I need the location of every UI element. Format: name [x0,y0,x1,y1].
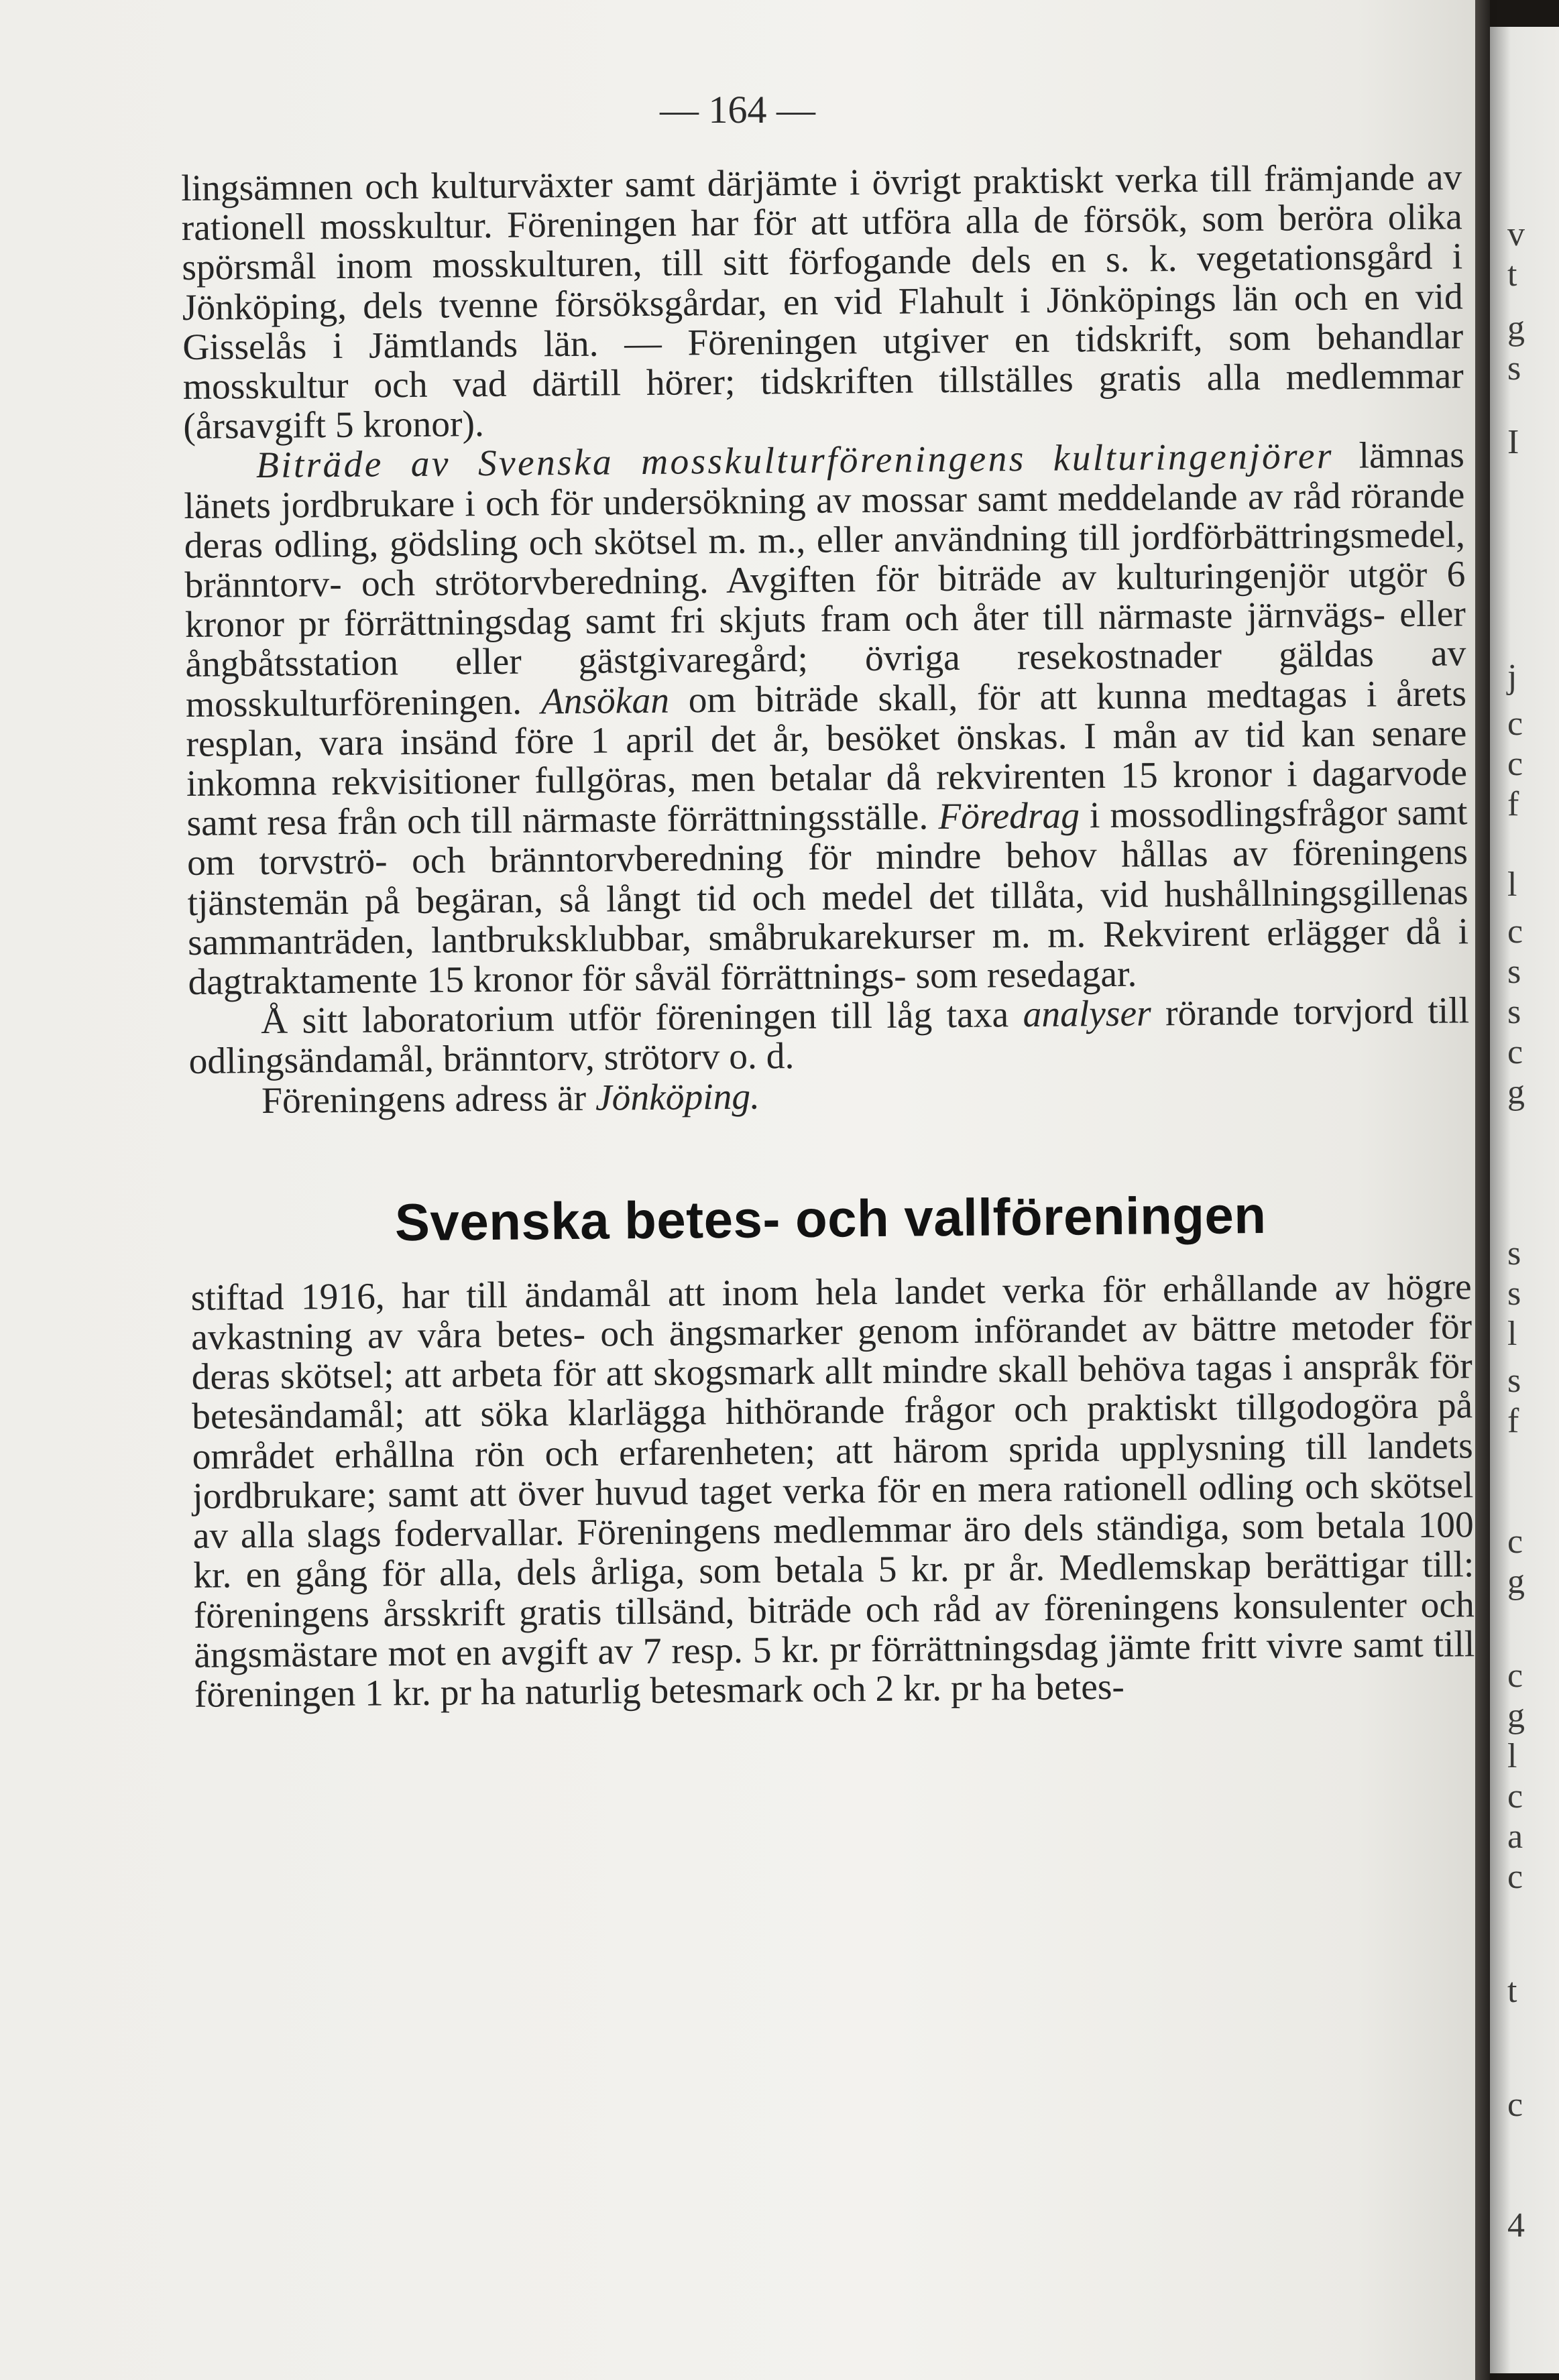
italic-bitrade: Biträde av Svenska mosskulturföreningens kulturingenjörer [255,436,1334,487]
facing-page-fragment: s [1507,1234,1521,1272]
facing-page-fragment: 4 [1507,2206,1525,2245]
paragraph-vallforeningen: stiftad 1916, har till ändamål att inom hela landet verka för erhållande av högre avkastning av våra betes- och ängsmarker genom införandet av bättre metoder för deras skötsel; att arbeta för att skogsmark allt mindre skall behöva tagas i anspråk för betesändamål; att söka klarlägga hithörande frågor och praktiskt tillgodogöra på området erhållna rön och erfarenheten; att härom sprida upplysning till landets jordbrukare; samt att över huvud taget verka för en mera rationell odling och skötsel av alla slags fodervallar. Föreningens medlemmar äro dels ständiga, som betala 100 kr. en gång för alla, dels årliga, som betala 5 kr. pr år. Medlemskap berättigar till: föreningens årsskrift gratis tillsänd, biträde och råd av föreningens konsulenter och ängsmästare mot en avgift av 7 resp. 5 kr. pr förrättningsdag jämte fritt vivre samt till föreningen 1 kr. pr ha naturlig betesmark och 2 kr. pr ha betes- [190,1266,1475,1716]
facing-page-fragment: s [1507,1362,1521,1400]
facing-page-fragment: I [1507,423,1519,461]
paragraph-laboratorium [188,992,1470,1082]
facing-page-fragment: c [1507,1657,1523,1695]
facing-page-fragment: f [1507,785,1519,823]
facing-page-fragment: c [1507,1523,1523,1561]
facing-page-fragment: l [1507,1737,1517,1775]
text-adress: Föreningens adress är [261,1077,596,1122]
text-bitrade-b: om biträde skall, för att kunna medtagas i årets resplan, vara insänd före 1 april det år, besöket önskas. I mån av tid kan senare inkomna rekvisitioner fullgöras, men betalar då rekvirenten 15 kronor i dagarvode samt resa från och till närmaste förrättningsställe. [186,672,1468,845]
italic-foredrag: Föredrag [938,795,1080,838]
facing-page-fragment: j [1507,658,1517,696]
paragraph-mosskultur-intro: lingsämnen och kulturväxter samt därjämte i övrigt praktiskt verka till främjande av rationell mosskultur. Föreningen har för att utföra alla de försök, som beröra olika spörsmål inom mosskulturen, till sitt förfogande dels en s. k. vegetationsgård i Jönköping, dels tvenne försöksgårdar, en vid Flahult i Jönköpings län och en vid Gisselås i Jämtlands län. — Föreningen utgiver en tidskrift, som behandlar mosskultur och vad därtill hörer; tidskriften tillställes gratis alla medlemmar (årsavgift 5 kronor). [180,157,1464,448]
facing-page-fragment: s [1507,1274,1521,1313]
facing-page-fragment: g [1507,1563,1525,1601]
text-laboratorium-b: rörande torvjord till odlingsändamål, bränntorv, strötorv o. d. [188,990,1470,1083]
facing-page-fragment: c [1507,705,1523,743]
italic-ansokan: Ansökan [540,680,670,722]
section-mosskultur [181,158,1475,1715]
text-laboratorium-a: Å sitt laboratorium utför föreningen till låg taxa [260,994,1023,1043]
facing-page-fragment: v [1507,215,1525,253]
facing-page-fragment: c [1507,2086,1523,2124]
facing-page-edge [1490,27,1559,2373]
page-number: — 164 — [660,88,815,131]
facing-page-fragment: c [1507,1777,1523,1816]
facing-page-fragment: a [1507,1818,1523,1856]
facing-page-fragment: s [1507,953,1521,991]
italic-analyser: analyser [1023,993,1151,1036]
facing-page-fragment: c [1507,1858,1523,1896]
section-heading: Svenska betes- och vallföreningen [394,1185,1267,1252]
facing-page-fragment: l [1507,866,1517,904]
text-bitrade-c: i mossodlingsfrågor samt om torvströ- och bränntorvberedning för mindre behov hållas av föreningens tjänstemän på begäran, så långt tid och medel det tillåta, vid hushållningsgillenas sammanträden, lantbruksklubbar, småbrukarekurser m. m. Rekvirent erlägger då i dagtraktamente 15 kronor för såväl förrättnings- som resedagar. [186,792,1469,1004]
facing-page-fragment: s [1507,993,1521,1031]
book-gutter [1475,0,1490,2380]
facing-page-fragment: t [1507,1972,1517,2010]
facing-page-fragment: g [1507,1073,1525,1112]
paragraph-bitrade [184,436,1469,1002]
facing-page-fragment: t [1507,255,1517,294]
italic-jonkoping: Jönköping. [595,1076,760,1119]
text-bitrade-a: lämnas länets jordbrukare i och för undersökning av mossar samt meddelande av råd rörande deras odling, gödsling och skötsel m. m., eller användning till jordförbättringsmedel, bränntorv- och strötorvberedning. Avgiften för biträde av kulturingenjör utgör 6 kronor pr förrättningsdag samt fri skjuts fram och åter till närmaste järnvägs- eller ångbåtsstation eller gästgivaregård; övriga resekostnader gäldas av mosskulturföreningen. [184,434,1466,725]
facing-page-fragment: c [1507,1033,1523,1071]
facing-page-fragment: c [1507,745,1523,783]
facing-page-fragment: c [1507,912,1523,951]
facing-page-fragment: s [1507,349,1521,388]
facing-page-fragment: l [1507,1315,1517,1353]
facing-page-fragment: g [1507,309,1525,347]
facing-page-fragment: g [1507,1697,1525,1735]
facing-page-fragment: f [1507,1402,1519,1440]
